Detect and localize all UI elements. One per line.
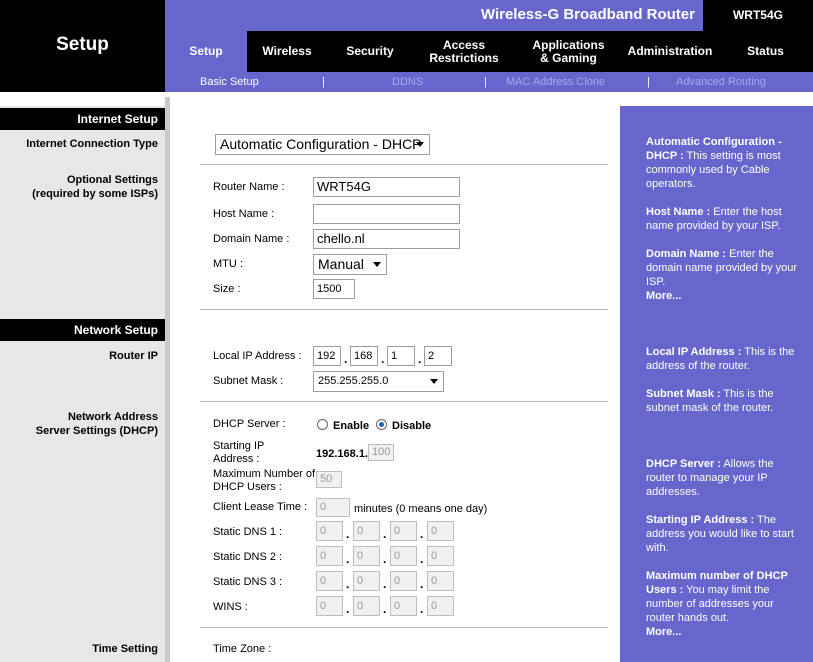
subnav-separator: | bbox=[647, 76, 650, 88]
product-name: Wireless-G Broadband Router bbox=[480, 6, 695, 23]
dot: . bbox=[420, 527, 424, 541]
tab-administration[interactable] bbox=[622, 31, 718, 72]
dns1-octet-1[interactable]: 0 bbox=[316, 521, 343, 541]
dot: . bbox=[420, 552, 424, 566]
dns2-octet-3[interactable]: 0 bbox=[390, 546, 417, 566]
dns1-octet-3[interactable]: 0 bbox=[390, 521, 417, 541]
label-dns2: Static DNS 2 : bbox=[213, 551, 283, 563]
divider bbox=[200, 627, 608, 628]
label-dhcp-settings: Network Address bbox=[67, 411, 158, 423]
dot: . bbox=[344, 352, 348, 366]
help-max-users: Maximum number of DHCP Users : You may limit the number of addresses your router hands out. bbox=[646, 570, 788, 624]
local-ip-octet-3[interactable]: 1 bbox=[387, 346, 415, 366]
mtu-select[interactable] bbox=[313, 254, 387, 275]
dot: . bbox=[346, 577, 350, 591]
select-value: Automatic Configuration - DHCP bbox=[220, 136, 422, 152]
divider bbox=[200, 401, 608, 402]
label-optional-settings: Optional Settings bbox=[66, 174, 158, 186]
section-internet-setup: Internet Setup bbox=[0, 108, 165, 130]
dhcp-disable-radio[interactable] bbox=[376, 419, 387, 430]
label-router-name: Router Name : bbox=[213, 181, 285, 193]
label-connection-type: Internet Connection Type bbox=[26, 138, 158, 150]
label-dhcp-settings-2: Server Settings (DHCP) bbox=[35, 425, 158, 437]
help-local-ip: Local IP Address : This is the address of the router. bbox=[646, 346, 795, 372]
domain-name-input[interactable]: chello.nl bbox=[313, 229, 460, 249]
dns1-octet-4[interactable]: 0 bbox=[427, 521, 454, 541]
chevron-down-icon bbox=[373, 262, 381, 267]
starting-ip-prefix: 192.168.1. bbox=[316, 448, 368, 460]
help-more-link[interactable]: More... bbox=[646, 290, 682, 302]
label-subnet-mask: Subnet Mask : bbox=[213, 375, 284, 387]
chevron-down-icon bbox=[430, 379, 438, 384]
label-dns3: Static DNS 3 : bbox=[213, 576, 283, 588]
dns1-octet-2[interactable]: 0 bbox=[353, 521, 380, 541]
label-dhcp-server: DHCP Server : bbox=[213, 418, 286, 430]
label-local-ip: Local IP Address : bbox=[213, 350, 302, 362]
select-value: Manual bbox=[318, 256, 364, 272]
mtu-size-input[interactable]: 1500 bbox=[313, 279, 355, 299]
dhcp-enable-radio[interactable] bbox=[317, 419, 328, 430]
dot: . bbox=[418, 352, 422, 366]
label-mtu: MTU : bbox=[213, 258, 243, 270]
tab-label: Applications & Gaming bbox=[532, 37, 605, 65]
label-size: Size : bbox=[213, 283, 241, 295]
label-time-setting: Time Setting bbox=[92, 643, 158, 655]
subnav-ddns[interactable]: DDNS bbox=[392, 76, 424, 88]
dns2-octet-4[interactable]: 0 bbox=[427, 546, 454, 566]
tab-label: Security bbox=[346, 44, 394, 58]
divider bbox=[200, 309, 608, 310]
dot: . bbox=[383, 602, 387, 616]
dns3-octet-4[interactable]: 0 bbox=[427, 571, 454, 591]
dns3-octet-1[interactable]: 0 bbox=[316, 571, 343, 591]
help-more-link-2[interactable]: More... bbox=[646, 626, 682, 638]
starting-ip-input[interactable]: 100 bbox=[368, 444, 394, 461]
wins-octet-4[interactable]: 0 bbox=[427, 596, 454, 616]
max-users-input[interactable]: 50 bbox=[316, 471, 342, 488]
lease-time-note: minutes (0 means one day) bbox=[354, 503, 488, 515]
model-name: WRT54G bbox=[703, 0, 813, 31]
tab-label: Administration bbox=[627, 44, 713, 58]
label-max-users-2: DHCP Users : bbox=[213, 481, 282, 493]
tab-label: Status bbox=[747, 44, 784, 58]
section-network-setup: Network Setup bbox=[0, 319, 165, 341]
dns2-octet-1[interactable]: 0 bbox=[316, 546, 343, 566]
wins-octet-3[interactable]: 0 bbox=[390, 596, 417, 616]
subnet-mask-select[interactable] bbox=[313, 371, 444, 392]
label-router-ip: Router IP bbox=[109, 350, 158, 362]
tab-access-restrictions[interactable] bbox=[413, 31, 515, 72]
tab-wireless[interactable] bbox=[247, 31, 327, 72]
host-name-input[interactable] bbox=[313, 204, 460, 224]
dot: . bbox=[383, 577, 387, 591]
dot: . bbox=[346, 552, 350, 566]
help-dhcp: Automatic Configuration - DHCP : This setting is most commonly used by Cable operators. bbox=[646, 136, 782, 190]
dot: . bbox=[346, 602, 350, 616]
tab-label: Access Restrictions bbox=[429, 37, 499, 65]
tab-label: Wireless bbox=[262, 44, 312, 58]
column-shadow bbox=[165, 97, 170, 662]
dot: . bbox=[420, 602, 424, 616]
label-starting-ip: Starting IP bbox=[213, 440, 265, 452]
label-domain-name: Domain Name : bbox=[213, 233, 290, 245]
tab-security[interactable] bbox=[327, 31, 413, 72]
dns3-octet-2[interactable]: 0 bbox=[353, 571, 380, 591]
label-host-name: Host Name : bbox=[213, 208, 275, 220]
label-optional-settings-note: (required by some ISPs) bbox=[32, 188, 158, 200]
local-ip-octet-1[interactable]: 192 bbox=[313, 346, 341, 366]
dot: . bbox=[346, 527, 350, 541]
dns3-octet-3[interactable]: 0 bbox=[390, 571, 417, 591]
subnav-separator: | bbox=[322, 76, 325, 88]
help-starting-ip: Starting IP Address : The address you would like to start with. bbox=[646, 514, 794, 554]
help-host-name: Host Name : Enter the host name provided by your ISP. bbox=[646, 206, 782, 232]
label-wins: WINS : bbox=[213, 601, 248, 613]
router-name-input[interactable]: WRT54G bbox=[313, 177, 460, 197]
label-disable: Disable bbox=[392, 420, 432, 432]
subnav-advanced-routing[interactable]: Advanced Routing bbox=[676, 76, 766, 88]
dns2-octet-2[interactable]: 0 bbox=[353, 546, 380, 566]
tab-label: Setup bbox=[189, 44, 223, 58]
connection-type-select[interactable] bbox=[215, 134, 430, 155]
dot: . bbox=[420, 577, 424, 591]
dot: . bbox=[383, 527, 387, 541]
tab-status[interactable] bbox=[718, 31, 813, 72]
wins-octet-2[interactable]: 0 bbox=[353, 596, 380, 616]
dot: . bbox=[381, 352, 385, 366]
label-time-zone: Time Zone : bbox=[213, 643, 272, 655]
label-max-users: Maximum Number of bbox=[213, 468, 316, 480]
tab-setup[interactable] bbox=[165, 31, 247, 72]
tab-applications-gaming[interactable] bbox=[515, 31, 622, 72]
left-column-gap bbox=[0, 92, 165, 106]
help-subnet-mask: Subnet Mask : This is the subnet mask of the router. bbox=[646, 388, 774, 414]
subnav-separator: | bbox=[484, 76, 487, 88]
wins-octet-1[interactable]: 0 bbox=[316, 596, 343, 616]
lease-time-input[interactable]: 0 bbox=[316, 498, 350, 517]
dot: . bbox=[383, 552, 387, 566]
help-domain-name: Domain Name : Enter the domain name provided by your ISP. bbox=[646, 248, 798, 288]
label-enable: Enable bbox=[333, 420, 370, 432]
local-ip-octet-4[interactable]: 2 bbox=[424, 346, 452, 366]
label-starting-ip-2: Address : bbox=[213, 453, 260, 465]
help-dhcp-server: DHCP Server : Allows the router to manage your IP addresses. bbox=[646, 458, 774, 498]
subnav-mac-address-clone[interactable]: MAC Address Clone bbox=[506, 76, 606, 88]
subnav-basic-setup[interactable]: Basic Setup bbox=[200, 76, 259, 88]
divider bbox=[200, 164, 608, 165]
label-lease-time: Client Lease Time : bbox=[213, 501, 308, 513]
chevron-down-icon bbox=[416, 142, 424, 147]
local-ip-octet-2[interactable]: 168 bbox=[350, 346, 378, 366]
label-dns1: Static DNS 1 : bbox=[213, 526, 283, 538]
page-heading: Setup bbox=[56, 34, 109, 55]
select-value: 255.255.255.0 bbox=[318, 375, 389, 387]
